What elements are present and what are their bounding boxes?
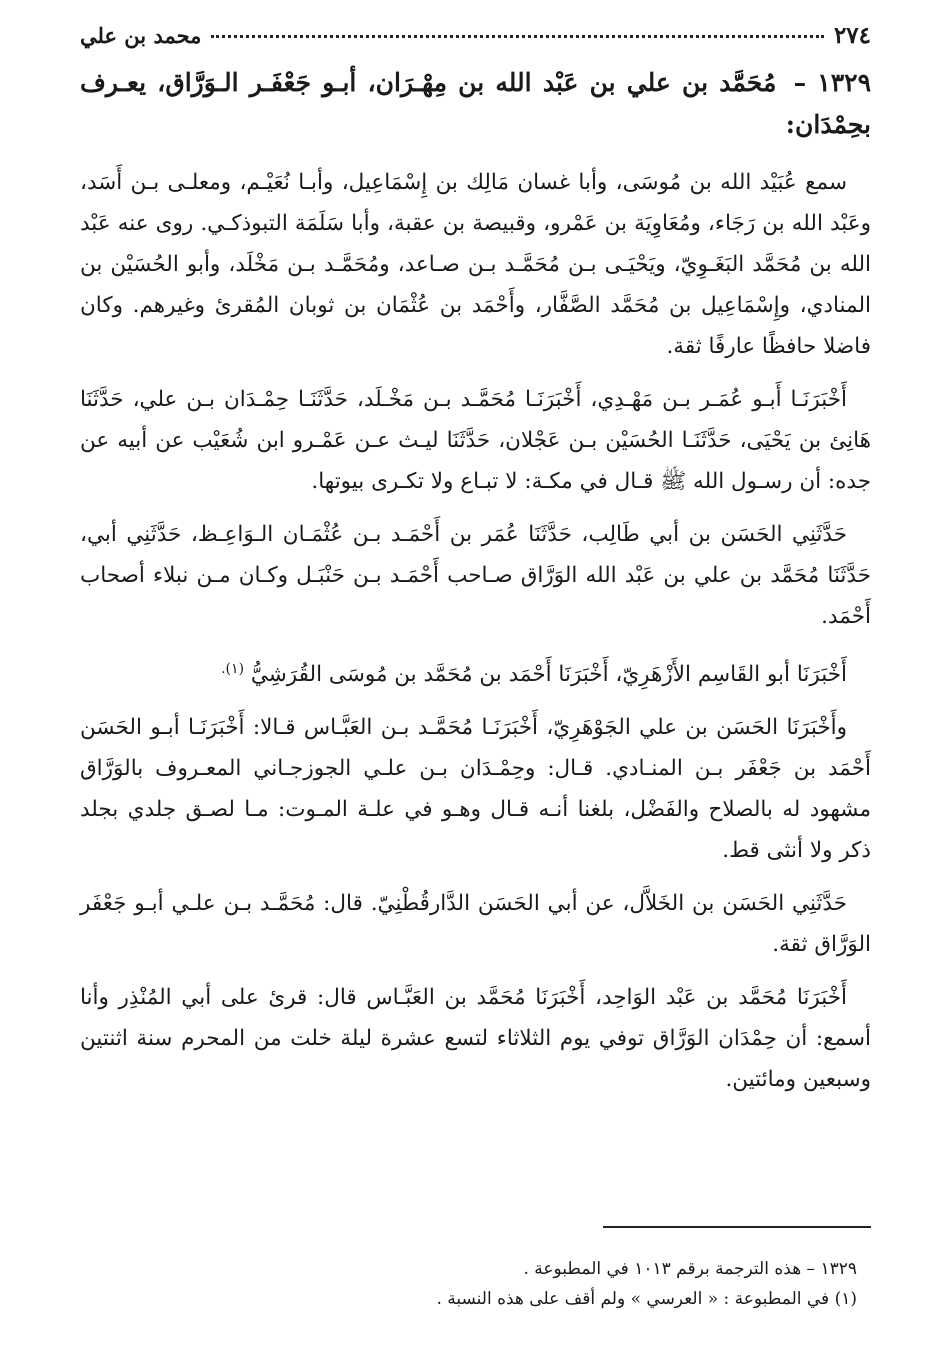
paragraph-hadith: أَخْبَرَنَـا أَبـو عُمَـر بـن مَهْـدِي، أَخْبَرَنَـا مُحَمَّـد بـن مَخْـلَد، حَدَّثَنَـا حِمْـدَان بـن علي، حَدَّثَنَا هَانِئ بن يَحْيَى، حَدَّثَنَـا الحُسَيْن بـن عَجْلان، حَدَّثَنَا ليـث عـن عَمْـرو ابن شُعَيْب عن أبيه عن جده: أن رسـول الله ﷺ قـال في مكـة: لا تبـاع ولا تكـرى بيوتها. xyxy=(80,387,871,494)
paragraph-narration-2 xyxy=(80,649,871,695)
footnote-marker: (١). xyxy=(221,661,245,677)
paragraph-narration-3: وأَخْبَرَنَا الحَسَن بن علي الجَوْهَرِيّ، أَخْبَرَنَـا مُحَمَّـد بـن العَبَّـاس قـالا: أَخْبَرَنَـا أبـو الحَسَن أَحْمَد بن جَعْفَر بـن المنـادي. قـال: وحِمْـدَان بـن علـي الجوزجـاني المعـروف بالوَرَّاق مشهود له بالصلاح والفَضْل، بلغنا أنـه قـال وهـو في علـة المـوت: مـا لصـق جلدي بجلد ذكر ولا أنثى قط. xyxy=(80,715,871,864)
footnote-entry-reference: ١٣٢٩ – هذه الترجمة برقم ١٠١٣ في المطبوعة . xyxy=(523,1259,857,1279)
paragraph-biography: سمع عُبَيْد الله بن مُوسَى، وأبا غسان مَالِك بن إِسْمَاعِيل، وأبـا نُعَيْـم، ومعلـى بـن أَسَد، وعَبْد الله بن رَجَاء، ومُعَاوِيَة بن عَمْرو، وقبيصة بن عقبة، وأبا سَلَمَة التبوذكـي. روى عنه عَبْد الله بن مُحَمَّد البَغَـوِيّ، ويَحْيَـى بـن مُحَمَّـد بـن صـاعد، ومُحَمَّـد بـن مَخْلَد، وأبو الحُسَيْن بن المنادي، وإِسْمَاعِيل بن مُحَمَّد الصَّفَّار، وأَحْمَد بن عُثْمَان بن ثوبان المُقرئ وغيرهم. وكان فاضلا حافظًا عارفًا ثقة. xyxy=(80,170,871,359)
entry-heading xyxy=(80,62,871,146)
book-page xyxy=(80,22,871,1112)
page-number: ٢٧٤ xyxy=(833,22,871,49)
header-dotted-leader xyxy=(211,35,824,38)
page-header xyxy=(80,22,871,56)
paragraph-narration-2-text: أَخْبَرَنَا أبو القَاسِم الأَزْهَرِيّ، أَخْبَرَنَا أَحْمَد بن مُحَمَّد بن مُوسَى القُرَشِيُّ xyxy=(250,662,847,688)
entry-title: مُحَمَّد بن علي بن عَبْد الله بن مِهْـرَان، أبـو جَعْفَـر الـوَرَّاق، يعـرف بحِمْدَان: xyxy=(80,68,871,139)
footnote-1: (١) في المطبوعة : « العرسي » ولم أقف على هذه النسبة . xyxy=(436,1289,857,1309)
footnotes xyxy=(80,1254,857,1314)
entry-number: ١٣٢٩ – xyxy=(793,68,871,97)
footnote-separator xyxy=(603,1226,871,1228)
running-title: محمد بن علي xyxy=(80,23,202,48)
paragraph-narration-1: حَدَّثَنِي الحَسَن بن أبي طَالِب، حَدَّثَنَا عُمَر بن أَحْمَـد بـن عُثْمَـان الـوَاعِـظ، حَدَّثَنِي أبي، حَدَّثَنَا مُحَمَّد بن علي بن عَبْد الله الوَرَّاق صـاحب أَحْمَـد بـن حَنْبَـل وكـان مـن نبلاء أصحاب أَحْمَد. xyxy=(80,522,871,629)
paragraph-narration-4: حَدَّثَنِي الحَسَن بن الخَلاَّل، عن أبي الحَسَن الدَّارقُطْنِيّ. قال: مُحَمَّـد بـن علـي أبـو جَعْفَر الوَرَّاق ثقة. xyxy=(80,891,871,958)
paragraph-death-date: أَخْبَرَنَا مُحَمَّد بن عَبْد الوَاحِد، أَخْبَرَنَا مُحَمَّد بن العَبَّـاس قال: قرئ على أبي المُنْذِر وأنا أسمع: أن حِمْدَان الوَرَّاق توفي يوم الثلاثاء لتسع عشرة ليلة خلت من المحرم سنة اثنتين وسبعين ومائتين. xyxy=(80,985,871,1093)
